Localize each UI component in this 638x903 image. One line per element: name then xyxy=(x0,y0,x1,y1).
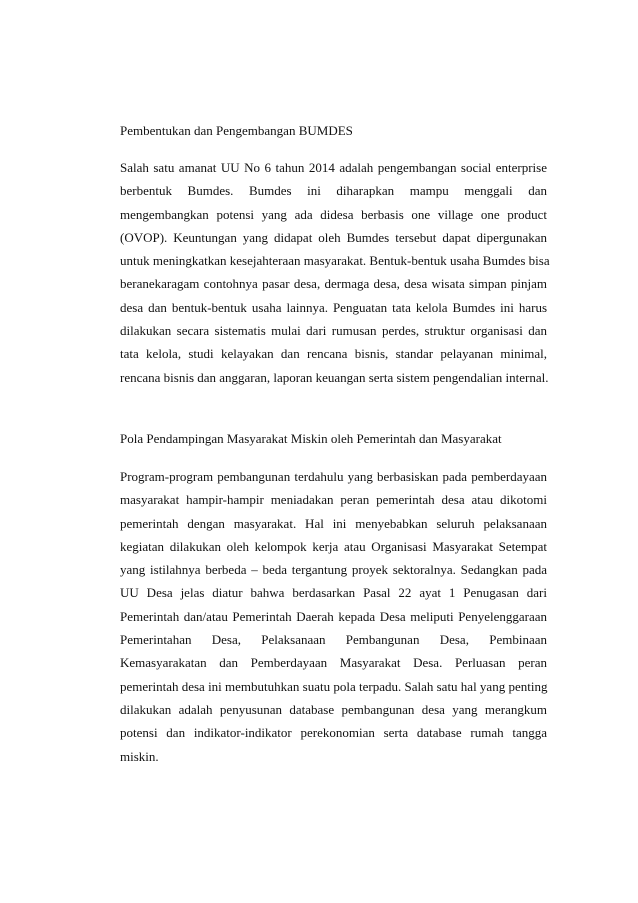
paragraph-line: untuk meningkatkan kesejahteraan masyarakat. Bentuk-bentuk usaha Bumdes bisa xyxy=(120,253,550,269)
paragraph-line: berbentuk Bumdes. Bumdes ini diharapkan mampu menggali dan xyxy=(120,183,547,199)
paragraph-line: rencana bisnis dan anggaran, laporan keuangan serta sistem pengendalian internal. xyxy=(120,369,549,385)
paragraph-line: dilakukan secara sistematis mulai dari rumusan perdes, struktur organisasi dan xyxy=(120,323,547,339)
paragraph-line: tata kelola, studi kelayakan dan rencana bisnis, standar pelayanan minimal, xyxy=(120,346,547,362)
paragraph-line: kegiatan dilakukan oleh kelompok kerja atau Organisasi Masyarakat Setempat xyxy=(120,538,547,554)
section-heading: Pola Pendampingan Masyarakat Miskin oleh Pemerintah dan Masyarakat xyxy=(120,431,502,446)
paragraph-line: miskin. xyxy=(120,748,159,764)
section-paragraph xyxy=(120,465,547,768)
paragraph-line: masyarakat hampir-hampir meniadakan peran pemerintah desa atau dikotomi xyxy=(120,492,547,508)
paragraph-line: Pemerintah dan/atau Pemerintah Daerah kepada Desa meliputi Penyelenggaraan xyxy=(120,608,547,624)
section-bumdes xyxy=(120,121,550,389)
paragraph-line: pemerintah desa ini membutuhkan suatu pola terpadu. Salah satu hal yang penting xyxy=(120,678,548,694)
paragraph-line: beranekaragam contohnya pasar desa, dermaga desa, desa wisata simpan pinjam xyxy=(120,276,547,292)
paragraph-line: Pemerintahan Desa, Pelaksanaan Pembangunan Desa, Pembinaan xyxy=(120,632,547,648)
section-paragraph xyxy=(120,156,550,389)
paragraph-line: pemerintah dengan masyarakat. Hal ini menyebabkan seluruh pelaksanaan xyxy=(120,515,547,531)
paragraph-line: potensi dan indikator-indikator perekonomian serta database rumah tangga xyxy=(120,725,547,741)
paragraph-line: dilakukan adalah penyusunan database pembangunan desa yang merangkum xyxy=(120,701,547,717)
paragraph-line: Salah satu amanat UU No 6 tahun 2014 adalah pengembangan social enterprise xyxy=(120,160,547,175)
paragraph-line: UU Desa jelas diatur bahwa berdasarkan Pasal 22 ayat 1 Penugasan dari xyxy=(120,585,547,601)
paragraph-line: Kemasyarakatan dan Pemberdayaan Masyarakat Desa. Perluasan peran xyxy=(120,655,547,671)
paragraph-line: yang istilahnya berbeda – beda tergantung proyek sektoralnya. Sedangkan pada xyxy=(120,562,547,578)
section-pendampingan xyxy=(120,429,547,768)
paragraph-line: Program-program pembangunan terdahulu yang berbasiskan pada pemberdayaan xyxy=(120,469,547,484)
section-heading: Pembentukan dan Pengembangan BUMDES xyxy=(120,123,353,138)
paragraph-line: desa dan bentuk-bentuk usaha lainnya. Penguatan tata kelola Bumdes ini harus xyxy=(120,299,547,315)
paragraph-line: mengembangkan potensi yang ada didesa berbasis one village one product xyxy=(120,206,547,222)
paragraph-line: (OVOP). Keuntungan yang didapat oleh Bumdes tersebut dapat dipergunakan xyxy=(120,229,547,245)
